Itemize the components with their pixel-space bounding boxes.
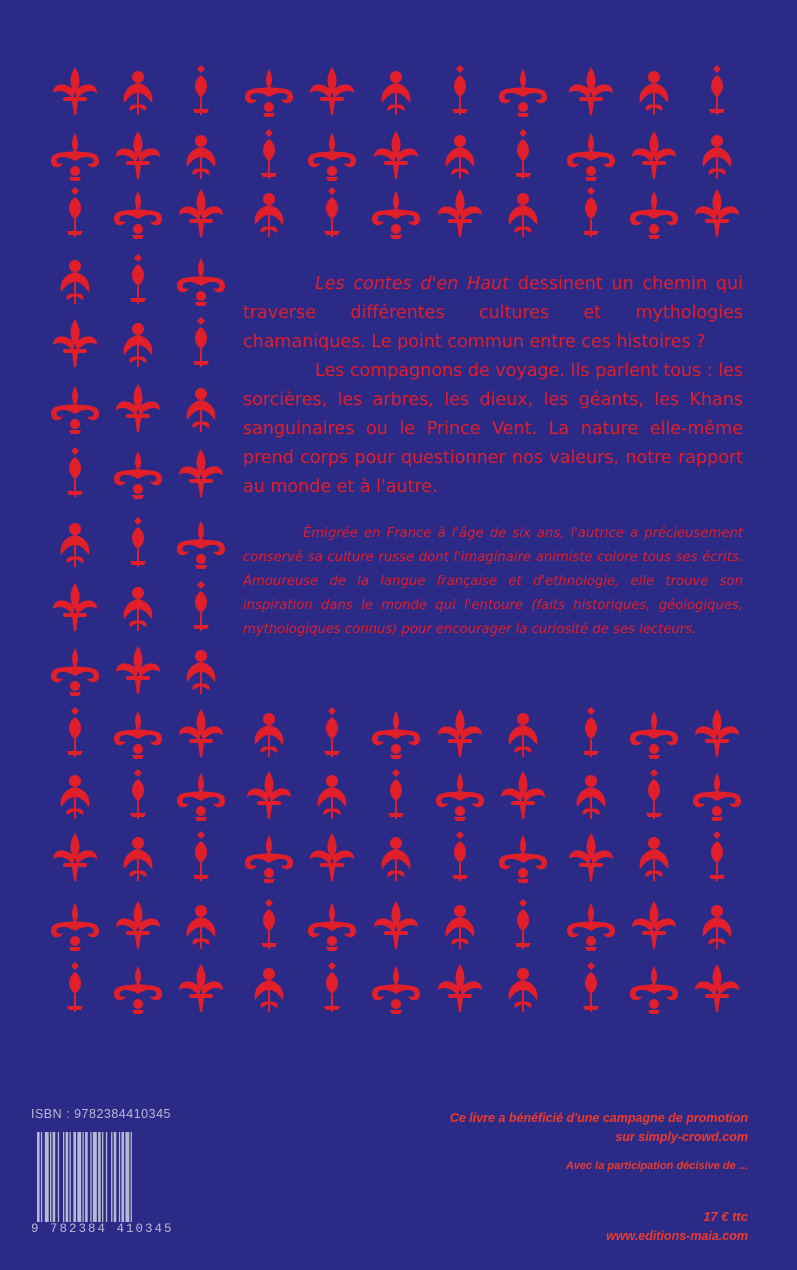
scroll-ornament-icon <box>239 829 299 885</box>
bud-ornament-icon <box>108 767 168 823</box>
fleur-de-lis-ornament-icon <box>687 705 747 761</box>
fleur-de-lis-ornament-icon <box>624 897 684 953</box>
flower-ornament-icon <box>108 579 168 635</box>
bud-ornament-icon <box>45 705 105 761</box>
flower-ornament-icon <box>171 380 231 436</box>
fleur-de-lis-ornament-icon <box>430 960 490 1016</box>
flower-ornament-icon <box>687 897 747 953</box>
flower-ornament-icon <box>108 829 168 885</box>
flower-ornament-icon <box>493 960 553 1016</box>
bud-ornament-icon <box>171 315 231 371</box>
fleur-de-lis-ornament-icon <box>108 897 168 953</box>
scroll-ornament-icon <box>302 897 362 953</box>
fleur-de-lis-ornament-icon <box>561 63 621 119</box>
scroll-ornament-icon <box>493 63 553 119</box>
bud-ornament-icon <box>561 705 621 761</box>
flower-ornament-icon <box>624 63 684 119</box>
bud-ornament-icon <box>624 767 684 823</box>
bud-ornament-icon <box>171 63 231 119</box>
publisher-website: www.editions-maia.com <box>606 1229 748 1243</box>
scroll-ornament-icon <box>561 897 621 953</box>
scroll-ornament-icon <box>108 445 168 501</box>
author-bio: Émigrée en France à l'âge de six ans, l'autrice a précieusement conservé sa culture russe dont l'imaginaire animiste colore tous ses écrits. Amoureuse de la langue française et d'ethnologie, elle trouve son inspiration dans le monde qui l'entoure (faits historiques, géologiques, mythologiques connus) pour encourager la curiosité de ses lecteurs. <box>243 526 743 637</box>
flower-ornament-icon <box>239 705 299 761</box>
participation-line: Avec la participation décisive de ... <box>565 1160 748 1172</box>
scroll-ornament-icon <box>45 642 105 698</box>
book-title: Les contes d'en Haut <box>315 274 510 294</box>
bud-ornament-icon <box>561 185 621 241</box>
flower-ornament-icon <box>687 127 747 183</box>
scroll-ornament-icon <box>45 897 105 953</box>
scroll-ornament-icon <box>430 767 490 823</box>
scroll-ornament-icon <box>624 185 684 241</box>
scroll-ornament-icon <box>687 767 747 823</box>
flower-ornament-icon <box>239 185 299 241</box>
bud-ornament-icon <box>45 960 105 1016</box>
promo-line-2: sur simply-crowd.com <box>615 1130 748 1144</box>
blurb <box>243 270 743 502</box>
flower-ornament-icon <box>302 767 362 823</box>
bud-ornament-icon <box>366 767 426 823</box>
bud-ornament-icon <box>687 63 747 119</box>
fleur-de-lis-ornament-icon <box>108 642 168 698</box>
flower-ornament-icon <box>561 767 621 823</box>
bud-ornament-icon <box>239 127 299 183</box>
fleur-de-lis-ornament-icon <box>561 829 621 885</box>
fleur-de-lis-ornament-icon <box>430 705 490 761</box>
promo-line-1: Ce livre a bénéficié d'une campagne de promotion <box>449 1111 748 1125</box>
bud-ornament-icon <box>302 185 362 241</box>
scroll-ornament-icon <box>302 127 362 183</box>
flower-ornament-icon <box>430 897 490 953</box>
scroll-ornament-icon <box>108 960 168 1016</box>
barcode-number: 9 782384 410345 <box>31 1222 181 1242</box>
scroll-ornament-icon <box>171 515 231 571</box>
scroll-ornament-icon <box>624 705 684 761</box>
bud-ornament-icon <box>45 185 105 241</box>
scroll-ornament-icon <box>493 829 553 885</box>
scroll-ornament-icon <box>108 185 168 241</box>
fleur-de-lis-ornament-icon <box>108 380 168 436</box>
fleur-de-lis-ornament-icon <box>366 897 426 953</box>
bud-ornament-icon <box>108 515 168 571</box>
fleur-de-lis-ornament-icon <box>302 63 362 119</box>
scroll-ornament-icon <box>366 960 426 1016</box>
scroll-ornament-icon <box>171 252 231 308</box>
fleur-de-lis-ornament-icon <box>171 185 231 241</box>
bud-ornament-icon <box>171 579 231 635</box>
isbn-label: ISBN : 9782384410345 <box>31 1107 171 1121</box>
fleur-de-lis-ornament-icon <box>171 445 231 501</box>
bud-ornament-icon <box>430 63 490 119</box>
flower-ornament-icon <box>45 252 105 308</box>
fleur-de-lis-ornament-icon <box>171 705 231 761</box>
bud-ornament-icon <box>687 829 747 885</box>
fleur-de-lis-ornament-icon <box>493 767 553 823</box>
fleur-de-lis-ornament-icon <box>108 127 168 183</box>
bud-ornament-icon <box>493 127 553 183</box>
scroll-ornament-icon <box>108 705 168 761</box>
scroll-ornament-icon <box>624 960 684 1016</box>
blurb-paragraph-2: Les compagnons de voyage. Ils parlent tous : les sorcières, les arbres, les dieux, les géants, les Khans sanguinaires ou le Prince Vent. La nature elle-même prend corps pour questionner nos valeurs, notre rapport au monde et à l'autre. <box>243 361 743 497</box>
fleur-de-lis-ornament-icon <box>687 960 747 1016</box>
flower-ornament-icon <box>108 315 168 371</box>
bud-ornament-icon <box>239 897 299 953</box>
flower-ornament-icon <box>239 960 299 1016</box>
scroll-ornament-icon <box>45 380 105 436</box>
flower-ornament-icon <box>171 127 231 183</box>
scroll-ornament-icon <box>366 705 426 761</box>
flower-ornament-icon <box>430 127 490 183</box>
price: 17 € ttc <box>703 1209 748 1224</box>
fleur-de-lis-ornament-icon <box>239 767 299 823</box>
flower-ornament-icon <box>108 63 168 119</box>
fleur-de-lis-ornament-icon <box>45 829 105 885</box>
bud-ornament-icon <box>493 897 553 953</box>
bud-ornament-icon <box>302 960 362 1016</box>
fleur-de-lis-ornament-icon <box>171 960 231 1016</box>
bud-ornament-icon <box>561 960 621 1016</box>
bud-ornament-icon <box>108 252 168 308</box>
fleur-de-lis-ornament-icon <box>624 127 684 183</box>
flower-ornament-icon <box>366 829 426 885</box>
bud-ornament-icon <box>171 829 231 885</box>
fleur-de-lis-ornament-icon <box>687 185 747 241</box>
flower-ornament-icon <box>171 642 231 698</box>
flower-ornament-icon <box>45 515 105 571</box>
flower-ornament-icon <box>493 705 553 761</box>
scroll-ornament-icon <box>366 185 426 241</box>
flower-ornament-icon <box>366 63 426 119</box>
scroll-ornament-icon <box>45 127 105 183</box>
fleur-de-lis-ornament-icon <box>45 63 105 119</box>
scroll-ornament-icon <box>239 63 299 119</box>
fleur-de-lis-ornament-icon <box>302 829 362 885</box>
blurb-paragraph-1-text: dessinent un chemin qui traverse différentes cultures et mythologies chamaniques. Le point commun entre ces histoires ? <box>243 274 743 352</box>
flower-ornament-icon <box>45 767 105 823</box>
bud-ornament-icon <box>302 705 362 761</box>
scroll-ornament-icon <box>561 127 621 183</box>
bud-ornament-icon <box>45 445 105 501</box>
blurb-paragraph-1 <box>243 270 743 357</box>
flower-ornament-icon <box>171 897 231 953</box>
flower-ornament-icon <box>624 829 684 885</box>
scroll-ornament-icon <box>171 767 231 823</box>
bud-ornament-icon <box>430 829 490 885</box>
fleur-de-lis-ornament-icon <box>45 579 105 635</box>
fleur-de-lis-ornament-icon <box>430 185 490 241</box>
fleur-de-lis-ornament-icon <box>366 127 426 183</box>
fleur-de-lis-ornament-icon <box>45 315 105 371</box>
flower-ornament-icon <box>493 185 553 241</box>
